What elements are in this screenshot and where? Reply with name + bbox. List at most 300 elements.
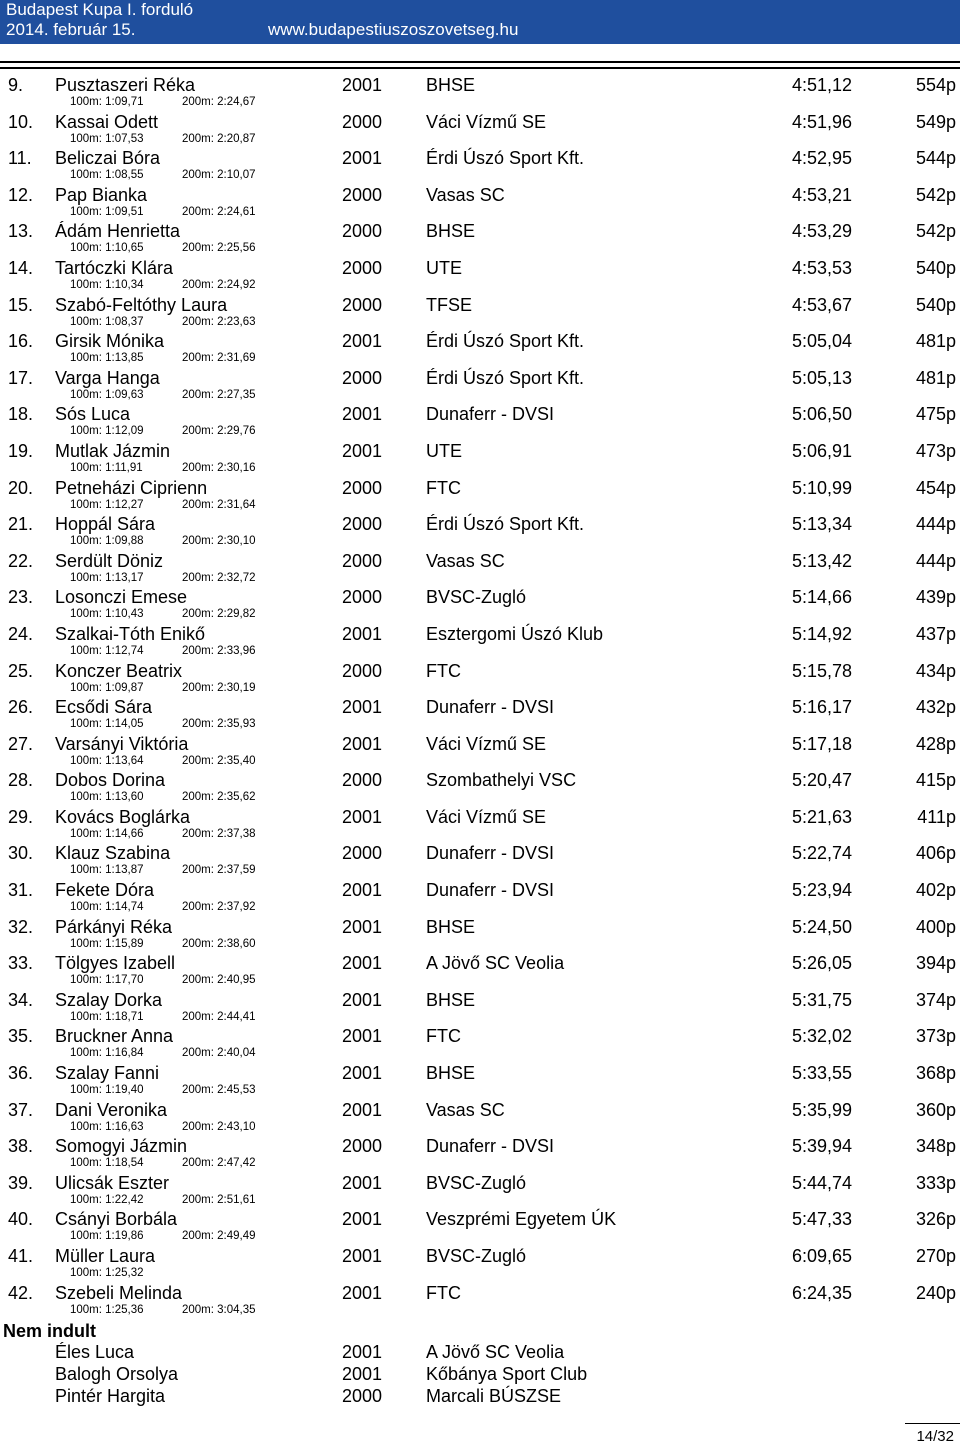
result-row bbox=[0, 513, 960, 535]
results-list bbox=[0, 74, 960, 1318]
result-name: Ulicsák Eszter bbox=[55, 1172, 170, 1193]
result-entry bbox=[0, 842, 960, 879]
result-rank: 11. bbox=[8, 148, 32, 169]
result-points: 437p bbox=[915, 623, 956, 644]
result-time: 5:24,50 bbox=[791, 916, 852, 937]
result-points: 374p bbox=[915, 989, 956, 1010]
result-row bbox=[0, 1025, 960, 1047]
result-year: 2001 bbox=[342, 440, 383, 461]
result-time: 5:33,55 bbox=[791, 1063, 852, 1084]
split-100m: 100m: 1:12,27 bbox=[70, 498, 144, 511]
footer-rule bbox=[905, 1423, 960, 1424]
split-200m: 200m: 2:40,95 bbox=[182, 974, 256, 987]
result-year: 2000 bbox=[342, 843, 383, 864]
result-time: 5:22,74 bbox=[791, 843, 852, 864]
split-100m: 100m: 1:14,66 bbox=[70, 827, 144, 840]
result-row bbox=[0, 184, 960, 206]
did-not-start-title: Nem indult bbox=[3, 1321, 96, 1341]
result-points: 400p bbox=[915, 916, 956, 937]
result-entry bbox=[0, 513, 960, 550]
split-100m: 100m: 1:13,17 bbox=[70, 571, 144, 584]
dns-name: Balogh Orsolya bbox=[55, 1364, 179, 1384]
result-rank: 22. bbox=[8, 550, 34, 571]
result-row bbox=[0, 696, 960, 718]
result-time: 5:17,18 bbox=[791, 733, 852, 754]
result-name: Konczer Beatrix bbox=[55, 660, 183, 681]
result-year: 2001 bbox=[342, 953, 383, 974]
result-year: 2001 bbox=[342, 1026, 383, 1047]
result-entry bbox=[0, 74, 960, 111]
split-100m: 100m: 1:08,55 bbox=[70, 169, 144, 182]
result-club: Szombathelyi VSC bbox=[426, 770, 577, 791]
result-club: UTE bbox=[426, 257, 462, 278]
result-year: 2001 bbox=[342, 916, 383, 937]
result-row bbox=[0, 550, 960, 572]
result-year: 2001 bbox=[342, 1172, 383, 1193]
result-year: 2001 bbox=[342, 404, 383, 425]
split-200m: 200m: 2:29,76 bbox=[182, 425, 256, 438]
result-name: Szalay Dorka bbox=[55, 989, 163, 1010]
result-time: 5:15,78 bbox=[791, 660, 852, 681]
result-year: 2001 bbox=[342, 331, 383, 352]
split-100m: 100m: 1:10,65 bbox=[70, 242, 144, 255]
result-time: 5:05,04 bbox=[791, 331, 852, 352]
result-rank: 40. bbox=[8, 1209, 34, 1230]
result-entry bbox=[0, 111, 960, 148]
split-200m: 200m: 2:40,04 bbox=[182, 1047, 256, 1060]
result-rank: 16. bbox=[8, 331, 34, 352]
result-entry bbox=[0, 257, 960, 294]
result-year: 2000 bbox=[342, 660, 383, 681]
result-entry bbox=[0, 769, 960, 806]
event-date: 2014. február 15. bbox=[6, 20, 136, 39]
result-year: 2001 bbox=[342, 1063, 383, 1084]
result-points: 444p bbox=[915, 514, 956, 535]
result-entry bbox=[0, 989, 960, 1026]
result-club: Dunaferr - DVSI bbox=[426, 843, 555, 864]
split-200m: 200m: 2:30,16 bbox=[182, 461, 256, 474]
result-club: FTC bbox=[426, 660, 461, 681]
result-entry bbox=[0, 1025, 960, 1062]
result-points: 402p bbox=[915, 880, 956, 901]
result-club: Vasas SC bbox=[426, 550, 505, 571]
result-time: 5:35,99 bbox=[791, 1099, 852, 1120]
split-200m: 200m: 2:23,63 bbox=[182, 315, 256, 328]
result-rank: 38. bbox=[8, 1136, 34, 1157]
result-club: Váci Vízmű SE bbox=[426, 806, 547, 827]
result-club: Érdi Úszó Sport Kft. bbox=[426, 148, 585, 169]
result-rank: 35. bbox=[8, 1026, 34, 1047]
result-club: Vasas SC bbox=[426, 1099, 505, 1120]
split-200m: 200m: 2:35,62 bbox=[182, 791, 256, 804]
result-row bbox=[0, 586, 960, 608]
result-name: Szabó-Feltóthy Laura bbox=[55, 294, 228, 315]
result-name: Klauz Szabina bbox=[55, 843, 171, 864]
result-name: Szalay Fanni bbox=[55, 1063, 160, 1084]
result-time: 5:31,75 bbox=[791, 989, 852, 1010]
result-rank: 13. bbox=[8, 221, 34, 242]
result-name: Petneházi Ciprienn bbox=[55, 477, 208, 498]
did-not-start-list bbox=[0, 1341, 960, 1407]
result-year: 2001 bbox=[342, 1282, 383, 1303]
result-row bbox=[0, 1208, 960, 1230]
result-row bbox=[0, 440, 960, 462]
dns-year: 2001 bbox=[342, 1364, 383, 1384]
split-200m: 200m: 2:51,61 bbox=[182, 1193, 256, 1206]
page-header bbox=[0, 0, 960, 44]
result-rank: 23. bbox=[8, 587, 34, 608]
result-name: Párkányi Réka bbox=[55, 916, 173, 937]
result-row bbox=[0, 1172, 960, 1194]
split-100m: 100m: 1:10,43 bbox=[70, 608, 144, 621]
split-200m: 200m: 2:35,93 bbox=[182, 718, 256, 731]
result-rank: 28. bbox=[8, 770, 34, 791]
result-rank: 9. bbox=[8, 75, 24, 95]
split-100m: 100m: 1:15,89 bbox=[70, 937, 144, 950]
result-rank: 26. bbox=[8, 697, 34, 718]
split-100m: 100m: 1:12,09 bbox=[70, 425, 144, 438]
dns-year: 2000 bbox=[342, 1386, 383, 1406]
split-100m: 100m: 1:13,64 bbox=[70, 754, 144, 767]
result-points: 454p bbox=[915, 477, 956, 498]
split-200m: 200m: 2:31,69 bbox=[182, 352, 256, 365]
result-year: 2001 bbox=[342, 1099, 383, 1120]
dns-name: Éles Luca bbox=[55, 1342, 135, 1362]
split-100m: 100m: 1:07,53 bbox=[70, 132, 144, 145]
result-points: 368p bbox=[915, 1063, 956, 1084]
result-club: Dunaferr - DVSI bbox=[426, 404, 555, 425]
result-name: Fekete Dóra bbox=[55, 880, 155, 901]
dns-club: Kőbánya Sport Club bbox=[426, 1364, 588, 1384]
result-name: Girsik Mónika bbox=[55, 331, 165, 352]
dns-row bbox=[0, 1341, 960, 1363]
result-name: Losonczi Emese bbox=[55, 587, 188, 608]
split-200m: 200m: 2:27,35 bbox=[182, 388, 256, 401]
result-points: 540p bbox=[915, 257, 956, 278]
result-row bbox=[0, 769, 960, 791]
split-200m: 200m: 2:31,64 bbox=[182, 498, 256, 511]
result-rank: 41. bbox=[8, 1246, 34, 1266]
result-club: Érdi Úszó Sport Kft. bbox=[426, 331, 585, 352]
result-club: TFSE bbox=[426, 294, 473, 315]
result-name: Mutlak Jázmin bbox=[55, 440, 171, 461]
split-100m: 100m: 1:13,87 bbox=[70, 864, 144, 877]
result-time: 5:14,66 bbox=[791, 587, 852, 608]
split-200m: 200m: 3:04,35 bbox=[182, 1303, 256, 1316]
result-rank: 25. bbox=[8, 660, 34, 681]
result-time: 6:09,65 bbox=[791, 1246, 852, 1266]
result-name: Sós Luca bbox=[55, 404, 131, 425]
split-100m: 100m: 1:09,88 bbox=[70, 535, 144, 548]
result-name: Szebeli Melinda bbox=[55, 1282, 183, 1303]
split-200m: 200m: 2:24,67 bbox=[182, 96, 256, 108]
result-points: 333p bbox=[915, 1172, 956, 1193]
result-rank: 12. bbox=[8, 184, 34, 205]
result-row bbox=[0, 989, 960, 1011]
split-200m: 200m: 2:10,07 bbox=[182, 169, 256, 182]
split-100m: 100m: 1:12,74 bbox=[70, 644, 144, 657]
result-entry bbox=[0, 952, 960, 989]
result-name: Kassai Odett bbox=[55, 111, 159, 132]
result-year: 2000 bbox=[342, 367, 383, 388]
result-year: 2001 bbox=[342, 148, 383, 169]
result-entry bbox=[0, 403, 960, 440]
result-club: Dunaferr - DVSI bbox=[426, 880, 555, 901]
website-url[interactable]: www.budapestiuszoszovetseg.hu bbox=[268, 20, 519, 39]
result-year: 2001 bbox=[342, 75, 383, 95]
result-row bbox=[0, 660, 960, 682]
result-year: 2000 bbox=[342, 514, 383, 535]
result-points: 411p bbox=[917, 806, 956, 827]
result-name: Dani Veronika bbox=[55, 1099, 168, 1120]
result-year: 2000 bbox=[342, 221, 383, 242]
split-100m: 100m: 1:13,85 bbox=[70, 352, 144, 365]
result-rank: 32. bbox=[8, 916, 34, 937]
result-year: 2000 bbox=[342, 111, 383, 132]
result-name: Somogyi Jázmin bbox=[55, 1136, 188, 1157]
event-title: Budapest Kupa I. forduló bbox=[6, 0, 194, 19]
result-year: 2001 bbox=[342, 1246, 383, 1266]
split-100m: 100m: 1:09,87 bbox=[70, 681, 144, 694]
split-100m: 100m: 1:22,42 bbox=[70, 1193, 144, 1206]
result-time: 5:39,94 bbox=[791, 1136, 852, 1157]
result-entry bbox=[0, 806, 960, 843]
split-100m: 100m: 1:25,36 bbox=[70, 1303, 144, 1316]
result-entry bbox=[0, 623, 960, 660]
split-100m: 100m: 1:14,74 bbox=[70, 901, 144, 914]
result-row bbox=[0, 220, 960, 242]
dns-name: Pintér Hargita bbox=[55, 1386, 166, 1406]
result-points: 481p bbox=[915, 331, 956, 352]
result-year: 2000 bbox=[342, 1136, 383, 1157]
result-row bbox=[0, 842, 960, 864]
split-100m: 100m: 1:11,91 bbox=[70, 461, 143, 474]
dns-year: 2001 bbox=[342, 1342, 383, 1362]
result-time: 5:10,99 bbox=[791, 477, 852, 498]
result-club: BHSE bbox=[426, 221, 476, 242]
header-rule-top bbox=[0, 61, 960, 63]
dns-club: Marcali BÚSZSE bbox=[426, 1386, 562, 1406]
result-entry bbox=[0, 916, 960, 953]
result-points: 432p bbox=[915, 697, 956, 718]
result-entry bbox=[0, 879, 960, 916]
split-100m: 100m: 1:08,37 bbox=[70, 315, 144, 328]
result-name: Tartóczki Klára bbox=[55, 257, 174, 278]
split-200m: 200m: 2:24,92 bbox=[182, 278, 256, 291]
split-100m: 100m: 1:16,84 bbox=[70, 1047, 144, 1060]
result-club: BHSE bbox=[426, 989, 476, 1010]
result-rank: 37. bbox=[8, 1099, 34, 1120]
dns-row bbox=[0, 1363, 960, 1385]
result-time: 6:24,35 bbox=[791, 1282, 852, 1303]
result-club: BVSC-Zugló bbox=[426, 1246, 527, 1266]
result-points: 415p bbox=[915, 770, 956, 791]
result-club: BVSC-Zugló bbox=[426, 587, 527, 608]
result-entry bbox=[0, 733, 960, 770]
result-club: Dunaferr - DVSI bbox=[426, 697, 555, 718]
result-time: 4:51,12 bbox=[791, 75, 852, 95]
result-points: 348p bbox=[915, 1136, 956, 1157]
result-points: 542p bbox=[915, 221, 956, 242]
result-rank: 36. bbox=[8, 1063, 34, 1084]
split-100m: 100m: 1:17,70 bbox=[70, 974, 144, 987]
result-club: Érdi Úszó Sport Kft. bbox=[426, 367, 585, 388]
result-points: 360p bbox=[915, 1099, 956, 1120]
result-club: Vasas SC bbox=[426, 184, 505, 205]
result-points: 406p bbox=[915, 843, 956, 864]
result-entry bbox=[0, 1208, 960, 1245]
split-100m: 100m: 1:13,60 bbox=[70, 791, 144, 804]
result-name: Csányi Borbála bbox=[55, 1209, 178, 1230]
result-year: 2000 bbox=[342, 587, 383, 608]
result-row bbox=[0, 294, 960, 316]
result-points: 240p bbox=[915, 1282, 956, 1303]
result-year: 2001 bbox=[342, 1209, 383, 1230]
result-time: 4:53,21 bbox=[791, 184, 852, 205]
split-100m: 100m: 1:19,86 bbox=[70, 1230, 144, 1243]
result-points: 270p bbox=[915, 1246, 956, 1266]
result-rank: 15. bbox=[8, 294, 34, 315]
result-name: Bruckner Anna bbox=[55, 1026, 174, 1047]
split-100m: 100m: 1:09,51 bbox=[70, 205, 144, 218]
result-time: 5:05,13 bbox=[791, 367, 852, 388]
split-200m: 200m: 2:49,49 bbox=[182, 1230, 256, 1243]
result-entry bbox=[0, 220, 960, 257]
result-points: 326p bbox=[915, 1209, 956, 1230]
result-year: 2001 bbox=[342, 733, 383, 754]
result-time: 5:06,50 bbox=[791, 404, 852, 425]
page-number: 14/32 bbox=[916, 1428, 954, 1445]
split-200m: 200m: 2:29,82 bbox=[182, 608, 256, 621]
result-rank: 20. bbox=[8, 477, 34, 498]
result-entry bbox=[0, 477, 960, 514]
split-200m: 200m: 2:30,10 bbox=[182, 535, 256, 548]
result-year: 2000 bbox=[342, 184, 383, 205]
result-row bbox=[0, 733, 960, 755]
result-row bbox=[0, 1282, 960, 1304]
result-time: 5:06,91 bbox=[791, 440, 852, 461]
split-200m: 200m: 2:20,87 bbox=[182, 132, 256, 145]
split-200m: 200m: 2:38,60 bbox=[182, 937, 256, 950]
result-entry bbox=[0, 550, 960, 587]
result-row bbox=[0, 330, 960, 352]
result-rank: 39. bbox=[8, 1172, 34, 1193]
result-points: 444p bbox=[915, 550, 956, 571]
split-200m: 200m: 2:37,92 bbox=[182, 901, 256, 914]
result-row bbox=[0, 257, 960, 279]
result-row bbox=[0, 1135, 960, 1157]
result-time: 4:53,67 bbox=[791, 294, 852, 315]
result-club: FTC bbox=[426, 1026, 461, 1047]
result-row bbox=[0, 111, 960, 133]
split-200m: 200m: 2:43,10 bbox=[182, 1120, 256, 1133]
split-200m: 200m: 2:37,38 bbox=[182, 827, 256, 840]
result-club: BHSE bbox=[426, 916, 476, 937]
result-row bbox=[0, 952, 960, 974]
result-points: 544p bbox=[915, 148, 956, 169]
result-entry bbox=[0, 1172, 960, 1209]
result-name: Dobos Dorina bbox=[55, 770, 166, 791]
result-points: 473p bbox=[915, 440, 956, 461]
result-year: 2000 bbox=[342, 257, 383, 278]
split-100m: 100m: 1:09,71 bbox=[70, 96, 144, 108]
result-club: UTE bbox=[426, 440, 462, 461]
result-time: 5:44,74 bbox=[791, 1172, 852, 1193]
split-100m: 100m: 1:18,71 bbox=[70, 1010, 144, 1023]
result-rank: 33. bbox=[8, 953, 34, 974]
result-time: 4:52,95 bbox=[791, 148, 852, 169]
split-200m: 200m: 2:47,42 bbox=[182, 1157, 256, 1170]
split-200m: 200m: 2:45,53 bbox=[182, 1084, 256, 1097]
result-rank: 29. bbox=[8, 806, 34, 827]
result-time: 5:47,33 bbox=[791, 1209, 852, 1230]
result-rank: 14. bbox=[8, 257, 34, 278]
result-row bbox=[0, 403, 960, 425]
result-time: 5:26,05 bbox=[791, 953, 852, 974]
result-points: 434p bbox=[915, 660, 956, 681]
result-name: Varga Hanga bbox=[55, 367, 160, 388]
result-entry bbox=[0, 184, 960, 221]
result-points: 428p bbox=[915, 733, 956, 754]
result-entry bbox=[0, 440, 960, 477]
split-100m: 100m: 1:14,05 bbox=[70, 718, 144, 731]
result-points: 540p bbox=[915, 294, 956, 315]
result-year: 2000 bbox=[342, 294, 383, 315]
split-100m: 100m: 1:19,40 bbox=[70, 1084, 144, 1097]
result-time: 5:32,02 bbox=[791, 1026, 852, 1047]
split-200m: 200m: 2:33,96 bbox=[182, 644, 256, 657]
result-time: 5:14,92 bbox=[791, 623, 852, 644]
result-name: Szalkai-Tóth Enikő bbox=[55, 623, 206, 644]
result-year: 2000 bbox=[342, 550, 383, 571]
result-name: Hoppál Sára bbox=[55, 514, 156, 535]
result-name: Pap Bianka bbox=[55, 184, 148, 205]
split-100m: 100m: 1:09,63 bbox=[70, 388, 144, 401]
result-club: FTC bbox=[426, 1282, 461, 1303]
result-row bbox=[0, 806, 960, 828]
result-entry bbox=[0, 660, 960, 697]
result-year: 2001 bbox=[342, 623, 383, 644]
result-entry bbox=[0, 147, 960, 184]
result-rank: 31. bbox=[8, 880, 34, 901]
result-row bbox=[0, 1062, 960, 1084]
result-year: 2001 bbox=[342, 806, 383, 827]
result-name: Beliczai Bóra bbox=[55, 148, 161, 169]
split-100m: 100m: 1:16,63 bbox=[70, 1120, 144, 1133]
split-200m: 200m: 2:25,56 bbox=[182, 242, 256, 255]
split-200m: 200m: 2:44,41 bbox=[182, 1010, 256, 1023]
split-200m: 200m: 2:30,19 bbox=[182, 681, 256, 694]
result-row bbox=[0, 477, 960, 499]
result-entry bbox=[0, 1135, 960, 1172]
result-club: BHSE bbox=[426, 1063, 476, 1084]
result-row bbox=[0, 1099, 960, 1121]
result-rank: 27. bbox=[8, 733, 34, 754]
header-rule-bottom bbox=[0, 67, 960, 69]
split-200m: 200m: 2:35,40 bbox=[182, 754, 256, 767]
result-year: 2001 bbox=[342, 880, 383, 901]
result-row bbox=[0, 879, 960, 901]
result-name: Kovács Boglárka bbox=[55, 806, 191, 827]
result-club: FTC bbox=[426, 477, 461, 498]
result-row bbox=[0, 367, 960, 389]
result-club: BHSE bbox=[426, 75, 476, 95]
result-name: Varsányi Viktória bbox=[55, 733, 189, 754]
result-club: Esztergomi Úszó Klub bbox=[426, 623, 604, 644]
result-entry bbox=[0, 1282, 960, 1319]
result-name: Müller Laura bbox=[55, 1246, 156, 1266]
result-club: Veszprémi Egyetem ÚK bbox=[426, 1209, 617, 1230]
